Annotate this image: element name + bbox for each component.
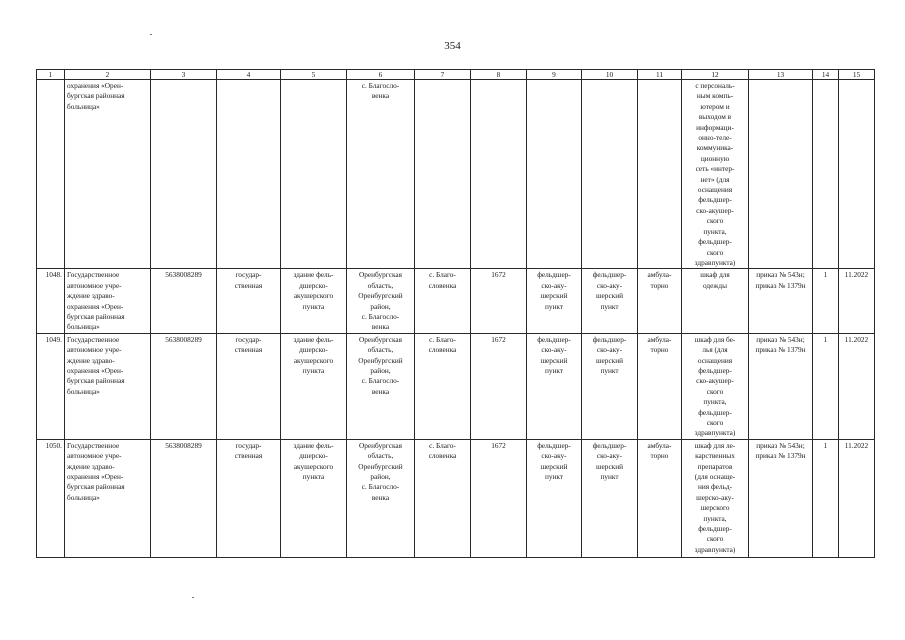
cell-text-line: Государственное: [67, 440, 120, 450]
cell-text-line: государ-: [235, 334, 262, 344]
cell-text-line: здравпункта): [694, 257, 736, 267]
cell-text-line: ционную: [700, 153, 730, 163]
cell-date: 11.2022: [839, 333, 875, 439]
column-header: 15: [839, 70, 875, 80]
cell-text-line: фельдшер-: [592, 270, 627, 280]
cell-building: [281, 333, 347, 439]
cell-text-line: здание фель-: [293, 334, 334, 344]
cell-facility-kind: [582, 269, 638, 333]
cell-ownership: [217, 439, 281, 557]
cell-text-line: Оренбургская: [358, 270, 403, 280]
cell-text-line: шерский: [595, 355, 624, 365]
cell-order: [749, 269, 813, 333]
cell-text-line: ско-аку-: [541, 451, 567, 461]
cell-text-line: с. Благосло-: [361, 376, 400, 386]
cell-facility-type: [527, 439, 582, 557]
cell-number: [37, 80, 65, 269]
cell-text-line: ственная: [234, 280, 263, 290]
cell-inn: 5638008289: [151, 333, 217, 439]
cell-text-line: ско-акушер-: [696, 376, 734, 386]
cell-text-line: с. Благосло-: [361, 311, 400, 321]
cell-text-line: нет» (для: [700, 174, 730, 184]
page-number: 354: [444, 40, 461, 52]
column-header: 6: [347, 70, 415, 80]
cell-text-line: ско-аку-: [596, 280, 623, 290]
cell-text-line: дшерско-: [299, 345, 328, 355]
cell-number: 1048.: [37, 269, 65, 333]
cell-text-line: здравпункта): [694, 544, 736, 554]
cell-text-line: с. Благо-: [429, 270, 456, 280]
cell-text-line: выходом в: [698, 112, 732, 122]
cell-text-line: ско-аку-: [596, 345, 623, 355]
cell-text-line: больница»: [67, 492, 100, 502]
cell-organization: [65, 333, 151, 439]
cell-text-line: онно-теле-: [698, 133, 732, 143]
cell-text-line: дшерско-: [299, 280, 328, 290]
cell-text-line: ственная: [234, 451, 263, 461]
scan-speck: [150, 34, 152, 35]
cell-text-line: ско-аку-: [541, 280, 567, 290]
cell-text-line: с. Благосло-: [361, 81, 400, 90]
cell-text-line: район,: [370, 301, 391, 311]
cell-text-line: фельдшер-: [698, 195, 732, 205]
cell-text-line: ждение здраво-: [67, 291, 115, 301]
cell-text-line: оснащения: [697, 355, 733, 365]
cell-text-line: пункт: [600, 365, 619, 375]
cell-text-line: ско-аку-: [541, 345, 567, 355]
cell-organization: [65, 80, 151, 269]
cell-care-mode: [638, 439, 682, 557]
cell-text-line: словенка: [428, 280, 457, 290]
column-header: 10: [582, 70, 638, 80]
cell-address: [347, 333, 415, 439]
cell-text-line: ско-аку-: [596, 451, 623, 461]
cell-facility-type: [527, 269, 582, 333]
cell-text-line: Оренбургский: [358, 355, 403, 365]
cell-text-line: фельдшер-: [698, 407, 732, 417]
cell-quantity: [813, 80, 839, 269]
cell-text-line: фельдшер-: [592, 334, 627, 344]
cell-locality: [415, 80, 471, 269]
cell-text-line: ственная: [234, 345, 263, 355]
cell-text-line: больница»: [67, 101, 100, 111]
column-header: 5: [281, 70, 347, 80]
cell-text-line: охранения «Орен-: [67, 472, 124, 482]
cell-text-line: шкаф для бе-: [694, 334, 736, 344]
cell-text-line: лья (для: [702, 345, 728, 355]
cell-text-line: Государственное: [67, 334, 120, 344]
cell-date: 11.2022: [839, 439, 875, 557]
cell-equipment: [682, 439, 749, 557]
cell-locality: [415, 269, 471, 333]
cell-text-line: венка: [371, 322, 390, 332]
cell-text-line: шерский: [595, 291, 624, 301]
cell-text-line: словенка: [428, 345, 457, 355]
cell-text-line: приказ № 543н;: [756, 440, 805, 450]
cell-text-line: амбула-: [647, 440, 672, 450]
cell-population: 1672: [471, 333, 527, 439]
cell-facility-kind: [582, 439, 638, 557]
cell-inn: [151, 80, 217, 269]
cell-text-line: фельдшер-: [537, 334, 571, 344]
cell-text-line: больница»: [67, 386, 100, 396]
cell-text-line: пункта,: [703, 513, 727, 523]
cell-text-line: пункта: [302, 301, 325, 311]
cell-text-line: венка: [371, 91, 390, 101]
cell-text-line: охранения «Орен-: [67, 365, 124, 375]
cell-text-line: венка: [371, 386, 390, 396]
cell-facility-kind: [582, 80, 638, 269]
cell-text-line: Государственное: [67, 270, 120, 280]
cell-building: [281, 80, 347, 269]
cell-text-line: словенка: [428, 451, 457, 461]
column-number-row: [37, 70, 875, 80]
cell-text-line: торно: [650, 345, 669, 355]
cell-text-line: бургская районная: [67, 91, 125, 101]
cell-text-line: амбула-: [647, 334, 672, 344]
cell-quantity: 1: [813, 333, 839, 439]
cell-text-line: пункт: [544, 365, 564, 375]
cell-text-line: с. Благо-: [429, 334, 456, 344]
cell-text-line: оснащения: [697, 185, 733, 195]
cell-text-line: ждение здраво-: [67, 461, 115, 471]
cell-address: [347, 80, 415, 269]
cell-text-line: информаци-: [696, 122, 734, 132]
cell-text-line: акушерского: [293, 355, 334, 365]
cell-order: [749, 80, 813, 269]
cell-text-line: шкаф для: [700, 270, 730, 280]
cell-text-line: акушерского: [293, 291, 334, 301]
column-header: 3: [151, 70, 217, 80]
cell-building: [281, 439, 347, 557]
cell-text-line: шкаф для ле-: [694, 440, 736, 450]
cell-text-line: фельдшер-: [592, 440, 627, 450]
cell-building: [281, 269, 347, 333]
cell-date: 11.2022: [839, 269, 875, 333]
cell-text-line: охранения «Орен-: [67, 301, 124, 311]
cell-text-line: бургская районная: [67, 482, 125, 492]
cell-number: 1049.: [37, 333, 65, 439]
cell-text-line: торно: [650, 451, 669, 461]
table-row: [37, 439, 875, 557]
cell-equipment: [682, 269, 749, 333]
cell-text-line: больница»: [67, 322, 100, 332]
cell-care-mode: [638, 269, 682, 333]
cell-text-line: пункта: [302, 365, 325, 375]
cell-text-line: препаратов: [697, 461, 733, 471]
cell-text-line: бургская районная: [67, 311, 125, 321]
cell-text-line: пункт: [544, 472, 564, 482]
cell-address: [347, 439, 415, 557]
cell-care-mode: [638, 333, 682, 439]
cell-text-line: амбула-: [647, 270, 672, 280]
cell-quantity: 1: [813, 269, 839, 333]
cell-text-line: бургская районная: [67, 376, 125, 386]
cell-text-line: фельдшер-: [698, 237, 732, 247]
table-row: [37, 333, 875, 439]
cell-text-line: фельдшер-: [698, 365, 732, 375]
column-header: 2: [65, 70, 151, 80]
cell-text-line: охранения «Орен-: [67, 81, 124, 90]
cell-population: 1672: [471, 269, 527, 333]
column-header: 1: [37, 70, 65, 80]
column-header: 8: [471, 70, 527, 80]
cell-care-mode: [638, 80, 682, 269]
cell-text-line: с. Благосло-: [361, 482, 400, 492]
cell-text-line: одежды: [702, 280, 728, 290]
cell-text-line: с. Благо-: [429, 440, 456, 450]
cell-text-line: дшерско-: [299, 451, 328, 461]
cell-ownership: [217, 333, 281, 439]
cell-text-line: фельдшер-: [537, 440, 571, 450]
cell-text-line: ждение здраво-: [67, 355, 115, 365]
cell-text-line: автономное учре-: [67, 451, 122, 461]
cell-text-line: шерский: [540, 355, 568, 365]
cell-number: 1050.: [37, 439, 65, 557]
cell-text-line: ского: [706, 247, 724, 257]
cell-text-line: шерско-аку-: [696, 492, 734, 502]
cell-ownership: [217, 80, 281, 269]
cell-text-line: ния фельд-: [697, 482, 733, 492]
cell-text-line: торно: [650, 280, 669, 290]
table-row-continuation: [37, 80, 875, 269]
cell-ownership: [217, 269, 281, 333]
cell-text-line: фельдшер-: [537, 270, 571, 280]
cell-text-line: ского: [706, 534, 724, 544]
cell-text-line: ского: [706, 418, 724, 427]
cell-text-line: пункт: [600, 301, 619, 311]
cell-locality: [415, 333, 471, 439]
cell-inn: 5638008289: [151, 269, 217, 333]
cell-date: [839, 80, 875, 269]
cell-quantity: 1: [813, 439, 839, 557]
cell-text-line: Оренбургский: [358, 291, 403, 301]
cell-text-line: ютером и: [700, 101, 730, 111]
cell-text-line: фельдшер-: [698, 524, 732, 534]
column-header: 9: [527, 70, 582, 80]
cell-text-line: карственных: [695, 451, 735, 461]
cell-text-line: ского: [706, 216, 724, 226]
cell-text-line: пункт: [544, 301, 564, 311]
cell-text-line: автономное учре-: [67, 280, 122, 290]
cell-text-line: ского: [706, 386, 724, 396]
cell-text-line: Оренбургский: [358, 461, 403, 471]
cell-text-line: приказ № 1379н: [755, 280, 806, 290]
column-header: 12: [682, 70, 749, 80]
cell-facility-type: [527, 333, 582, 439]
cell-organization: [65, 269, 151, 333]
cell-text-line: коммуника-: [696, 143, 734, 153]
cell-text-line: область,: [367, 345, 394, 355]
cell-text-line: пункта,: [703, 226, 727, 236]
cell-text-line: здание фель-: [293, 440, 334, 450]
column-header: 4: [217, 70, 281, 80]
cell-text-line: государ-: [235, 440, 262, 450]
cell-text-line: Оренбургская: [358, 334, 403, 344]
column-header: 7: [415, 70, 471, 80]
cell-population: 1672: [471, 439, 527, 557]
cell-text-line: сеть «интер-: [695, 164, 735, 174]
table-row: [37, 269, 875, 333]
column-header: 13: [749, 70, 813, 80]
cell-text-line: здание фель-: [293, 270, 334, 280]
cell-address: [347, 269, 415, 333]
cell-equipment: [682, 80, 749, 269]
cell-text-line: (для оснаще-: [694, 472, 736, 482]
cell-text-line: здравпункта): [694, 428, 736, 438]
cell-text-line: приказ № 1379н: [755, 345, 806, 355]
cell-text-line: шерский: [540, 291, 568, 301]
cell-facility-kind: [582, 333, 638, 439]
cell-locality: [415, 439, 471, 557]
cell-text-line: пункта: [302, 472, 325, 482]
cell-population: [471, 80, 527, 269]
cell-text-line: приказ № 1379н: [755, 451, 806, 461]
cell-equipment: [682, 333, 749, 439]
equipment-register-table: [36, 69, 875, 558]
cell-order: [749, 439, 813, 557]
cell-text-line: шерский: [540, 461, 568, 471]
cell-text-line: район,: [370, 365, 391, 375]
cell-text-line: государ-: [235, 270, 262, 280]
cell-text-line: ско-акушер-: [696, 205, 734, 215]
scan-speck: [192, 597, 194, 598]
cell-text-line: с персональ-: [695, 81, 735, 90]
cell-facility-type: [527, 80, 582, 269]
cell-text-line: приказ № 543н;: [756, 270, 805, 280]
cell-organization: [65, 439, 151, 557]
cell-text-line: шерского: [700, 503, 730, 513]
cell-text-line: ным компь-: [696, 91, 734, 101]
cell-text-line: пункта,: [703, 397, 727, 407]
cell-order: [749, 333, 813, 439]
cell-text-line: акушерского: [293, 461, 334, 471]
column-header: 14: [813, 70, 839, 80]
cell-text-line: область,: [367, 280, 394, 290]
cell-text-line: шерский: [595, 461, 624, 471]
cell-text-line: автономное учре-: [67, 345, 122, 355]
cell-text-line: район,: [370, 472, 391, 482]
cell-text-line: Оренбургская: [358, 440, 403, 450]
cell-text-line: венка: [371, 492, 390, 502]
column-header: 11: [638, 70, 682, 80]
cell-text-line: область,: [367, 451, 394, 461]
cell-text-line: приказ № 543н;: [756, 334, 805, 344]
cell-text-line: пункт: [600, 472, 619, 482]
cell-inn: 5638008289: [151, 439, 217, 557]
